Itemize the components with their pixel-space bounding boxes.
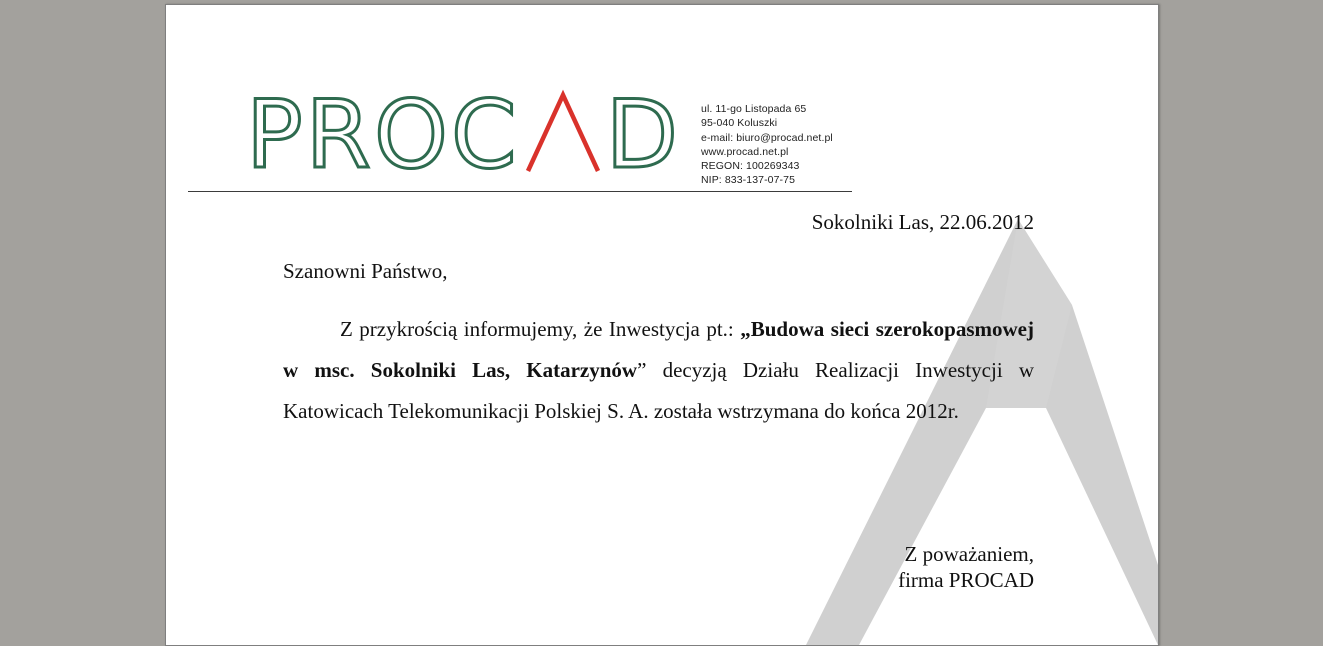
logo-text-left: PROC xyxy=(246,81,520,190)
letterhead-divider xyxy=(188,191,852,192)
body-paragraph xyxy=(283,309,1034,432)
procad-logo xyxy=(246,81,682,190)
contact-nip: NIP: 833-137-07-75 xyxy=(701,174,796,187)
place-date: Sokolniki Las, 22.06.2012 xyxy=(811,210,1034,234)
logo-red-a-icon xyxy=(524,89,602,173)
closing-greeting: Z poważaniem, xyxy=(904,542,1034,566)
body-part1: Z przykrością informujemy, że Inwestycja pt.: xyxy=(340,317,741,341)
closing-signature: firma PROCAD xyxy=(898,568,1034,592)
contact-email[interactable]: e-mail: biuro@procad.net.pl xyxy=(701,131,833,144)
contact-regon: REGON: 100269343 xyxy=(701,160,800,173)
closing xyxy=(898,541,1034,593)
contact-address: ul. 11-go Listopada 65 xyxy=(701,103,807,115)
letter-page xyxy=(165,4,1159,646)
contact-postcode: 95-040 Koluszki xyxy=(701,117,778,130)
salutation: Szanowni Państwo, xyxy=(283,259,448,283)
investment-title: „Budowa sieci szerokopasmowej w msc. Sokolniki Las, Katarzynów xyxy=(283,317,1034,382)
body-part2: ” decyzją Działu Realizacji Inwestycji w Katowicach Telekomunikacji Polskiej S. A. została wstrzymana do końca 2012r. xyxy=(283,358,1034,423)
contact-block xyxy=(701,102,833,188)
contact-website[interactable]: www.procad.net.pl xyxy=(701,145,789,158)
logo-text-right: D xyxy=(605,81,682,190)
